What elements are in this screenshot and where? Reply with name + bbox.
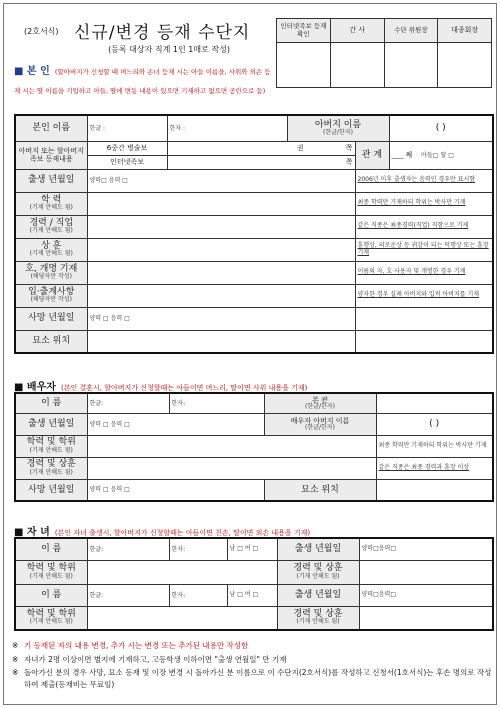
self-name-label: 본인 이름	[15, 115, 87, 141]
father-name-label: 아버지 이름 (한글/한자)	[287, 115, 389, 141]
footer-note	[12, 640, 494, 652]
spouse-edu-field[interactable]	[87, 435, 376, 457]
spouse-name-label: 이 름	[15, 393, 87, 413]
child-name-row	[15, 584, 493, 606]
child-name-label: 이 름	[15, 538, 87, 560]
row-field[interactable]: 양력 □ 음력 □	[87, 307, 355, 330]
child-birth-field[interactable]: 양력□음력□	[359, 538, 493, 560]
self-info-row	[15, 215, 493, 238]
spouse-birth-field[interactable]: 양력 □ 음력 □	[87, 413, 264, 435]
gwon-field[interactable]: 권 쪽	[167, 141, 355, 155]
row-note: 최종 학력만 기재하되 학위는 박사만 기재	[355, 192, 493, 215]
note-mark: ※	[12, 668, 19, 678]
page-subtitle: (등록 대상자 직계 1인 1매로 작성)	[108, 45, 230, 54]
child-edu-label: 학력 및 학위 (기재 안해도 됨)	[15, 606, 87, 630]
child-hangul-field[interactable]: 한글:	[87, 584, 169, 606]
bongwan-field[interactable]	[376, 393, 493, 413]
relation-field[interactable]: ____ 째 아들□ 딸 □	[389, 141, 493, 169]
child-detail-row	[15, 560, 493, 584]
spouse-grave-label: 묘소 위치	[264, 479, 376, 501]
footer-note	[12, 667, 494, 690]
self-info-row	[15, 261, 493, 284]
child-gender-checkbox[interactable]: 남 □ 여 □	[227, 584, 277, 606]
self-note: (할아버지가 신청할 때 며느리와 손녀 등재 시는 아들 이름을, 사위와 외손 등재 시는 딸 이름을 기입하고 아들, 딸에 변동 내용이 있으면 기재하고 없으면 공란으로 둠)	[14, 68, 271, 95]
row-note: 이름외 자, 호 사용자 및 개명한 경우 기재	[355, 261, 493, 284]
children-note: (본인 자녀 출생시, 할아버지가 신청할때는 아들이면 친손, 딸이면 외손 내용을 기재)	[54, 529, 311, 537]
row-label: 묘소 위치	[15, 330, 87, 353]
spouse-death-field[interactable]: 양력 □ 음력 □	[87, 479, 264, 501]
spouse-death-label: 사망 년월일	[15, 479, 87, 501]
child-career-label: 경력 및 상훈 (기재 안해도 됨)	[277, 560, 359, 584]
self-hangul-field[interactable]: 한글 :	[87, 115, 167, 141]
row-note: 같은 직종은 최종경력(직업) 직함으로 기재	[355, 215, 493, 238]
self-info-row	[15, 307, 493, 330]
spouse-note: (본인 결혼시, 할아버지가 신청할때는 아들이면 며느리, 딸이면 사위 내용을 기재)	[61, 384, 308, 392]
spouse-birth-label: 출생 년월일	[15, 413, 87, 435]
child-hangul-field[interactable]: 한글:	[87, 538, 169, 560]
spouse-edu-note: 최종 학력만 기재하되 학위는 박사만 기재	[376, 435, 493, 457]
note-text: 자녀가 2명 이상이면 별지에 기재하고, 고등학생 이하이면 "출생 연월일" 만 기재	[24, 654, 287, 664]
relation-label: 관 계	[355, 141, 389, 169]
child-career-field[interactable]	[359, 560, 493, 584]
self-section-header	[14, 59, 276, 97]
note-mark: ※	[12, 641, 19, 650]
self-info-row	[15, 169, 493, 192]
child-hanja-field[interactable]: 한자:	[169, 538, 227, 560]
self-info-row	[15, 330, 493, 353]
child-hanja-field[interactable]: 한자:	[169, 584, 227, 606]
child-career-field[interactable]	[359, 606, 493, 630]
bongwan-label: 본 관 (한글/한자)	[264, 393, 376, 413]
note-mark: ※	[12, 654, 19, 664]
row-field[interactable]: 양력□ 음력 □	[87, 169, 355, 192]
row-label: 호, 개명 기재 (해당자만 작성)	[15, 261, 87, 284]
spouse-grave-field[interactable]	[376, 479, 493, 501]
row-field[interactable]	[87, 284, 355, 307]
spouse-father-label: 배우자 아버지 이름 (한글/한자)	[264, 413, 376, 435]
row-note	[355, 330, 493, 353]
child-birth-label: 출생 년월일	[277, 584, 359, 606]
note-text: 돌아가신 분의 경우 사망, 묘소 등재 및 이장 변경 시 돌아가신 분 이름으로 이 수단지(2호서식)를 작성하고 신청서(1호서식)는 후손 명의로 작성하여 제출(등재비는 무료임)	[24, 668, 492, 689]
children-table	[14, 537, 494, 631]
children-heading: ■ 자 녀	[14, 527, 50, 538]
child-edu-field[interactable]	[87, 560, 277, 584]
row-label: 상 훈 (기재 안해도 됨)	[15, 238, 87, 261]
spouse-hanja-field[interactable]: 한자:	[169, 393, 264, 413]
daughter-checkbox[interactable]: 딸 □	[440, 151, 454, 159]
child-name-label: 이 름	[15, 584, 87, 606]
row-field[interactable]	[87, 215, 355, 238]
child-edu-field[interactable]	[87, 606, 277, 630]
approval-sign-cell[interactable]	[277, 43, 331, 88]
child-birth-label: 출생 년월일	[277, 538, 359, 560]
spouse-career-label: 경력 및 상훈 (기재 안해도 됨)	[15, 457, 87, 479]
spouse-career-note: 같은 직종은 최종 경력과 훈장 이상	[376, 457, 493, 479]
form-page	[3, 3, 497, 705]
row-label: 학 력 (기재 안해도 됨)	[15, 192, 87, 215]
son-checkbox[interactable]: 아들□	[421, 151, 439, 159]
approval-header: 간 사	[330, 19, 384, 43]
row-note: 양자한 경우 실제 아버지와 입적 아버지를 기재	[355, 284, 493, 307]
row-note: 2006년 이후 출생자는 음력인 경우만 표시함	[355, 169, 493, 192]
row-field[interactable]	[87, 330, 355, 353]
row-label: 입·출계사항 (해당자만 작성)	[15, 284, 87, 307]
child-gender-checkbox[interactable]: 남 □ 여 □	[227, 538, 277, 560]
father-name-field[interactable]: ( )	[389, 115, 493, 141]
self-info-row	[15, 192, 493, 215]
approval-sign-cell[interactable]	[438, 43, 492, 88]
approval-header: 수단 위원장	[384, 19, 438, 43]
spouse-edu-label: 학력 및 학위 (기재 안해도 됨)	[15, 435, 87, 457]
row-field[interactable]	[87, 238, 355, 261]
child-birth-field[interactable]: 양력□음력□	[359, 584, 493, 606]
form-code: (2호서식)	[24, 27, 59, 36]
spouse-heading: ■ 배우자	[14, 382, 56, 393]
row-field[interactable]	[87, 192, 355, 215]
internet-jokbo-value: 인터넷족보	[87, 155, 167, 169]
page-title: 신규/변경 등재 수단지	[74, 23, 251, 43]
row-label: 출생 년월일	[15, 169, 87, 192]
child-career-label: 경력 및 상훈 (기재 안해도 됨)	[277, 606, 359, 630]
approval-header: 대종회장	[438, 19, 492, 43]
footer-notes	[12, 640, 494, 693]
row-label: 경력 / 직업 (기재 안해도 됨)	[15, 215, 87, 238]
child-edu-label: 학력 및 학위 (기재 안해도 됨)	[15, 560, 87, 584]
approval-table	[276, 18, 492, 88]
self-heading: ■ 본 인	[14, 66, 50, 77]
self-info-row	[15, 238, 493, 261]
approval-sign-cell[interactable]	[384, 43, 438, 88]
spouse-hangul-field[interactable]: 한글:	[87, 393, 169, 413]
generation-value: 6중간 병술보	[87, 141, 167, 155]
row-note	[355, 307, 493, 330]
note-text: 기 등재된 자의 내용 변경, 추가 시는 변경 또는 추가된 내용만 작성함	[24, 641, 249, 650]
self-hanja-field[interactable]: 한자 :	[167, 115, 287, 141]
footer-note	[12, 654, 494, 666]
jokbo-record-label: 아버지 또는 할아버지 족보 등재내용	[15, 141, 87, 169]
row-label: 사망 년월일	[15, 307, 87, 330]
row-note: 훈행상, 의로운상 등 귀감이 되는 덕행상 또는 훈장 기재	[355, 238, 493, 261]
spouse-father-field[interactable]: ( )	[376, 413, 493, 435]
spouse-career-field[interactable]	[87, 457, 376, 479]
jjok-field[interactable]: 쪽	[167, 155, 355, 169]
child-name-row	[15, 538, 493, 560]
approval-header: 인터넷족보 등재 확인	[277, 19, 331, 43]
spouse-table	[14, 392, 494, 502]
self-table	[14, 114, 494, 354]
self-info-row	[15, 284, 493, 307]
row-field[interactable]	[87, 261, 355, 284]
child-detail-row	[15, 606, 493, 630]
approval-sign-cell[interactable]	[330, 43, 384, 88]
